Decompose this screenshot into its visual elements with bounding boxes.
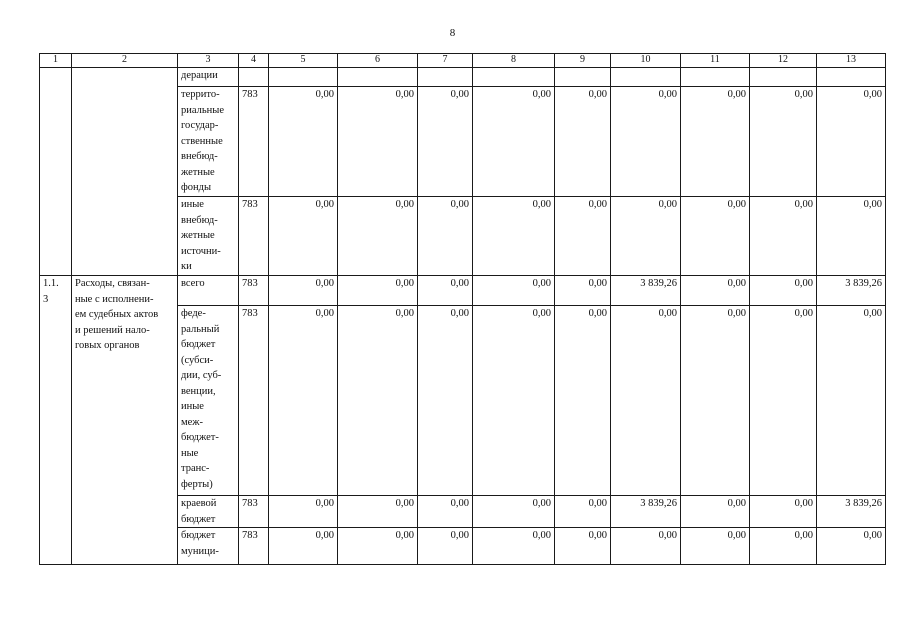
- amount-col-10: 0,00: [611, 197, 681, 276]
- amount-col-5: 0,00: [269, 197, 338, 276]
- funding-source: террито- риальные государ- ственные внебюд- жетные фонды: [178, 87, 239, 197]
- table-row: [40, 68, 886, 87]
- amount-col-6: 0,00: [338, 528, 418, 565]
- amount-col-13: 3 839,26: [817, 276, 886, 306]
- amount-col-11: 0,00: [681, 197, 750, 276]
- amount-col-12: 0,00: [750, 197, 817, 276]
- budget-table: [39, 53, 886, 565]
- amount-col-7: 0,00: [418, 528, 473, 565]
- budget-code: [239, 68, 269, 87]
- column-number-3: 3: [178, 54, 239, 68]
- funding-source: иные внебюд- жетные источни- ки: [178, 197, 239, 276]
- amount-col-13: 0,00: [817, 87, 886, 197]
- column-number-5: 5: [269, 54, 338, 68]
- amount-col-7: 0,00: [418, 496, 473, 528]
- amount-col-11: 0,00: [681, 276, 750, 306]
- funding-source: всего: [178, 276, 239, 306]
- amount-col-12: 0,00: [750, 496, 817, 528]
- column-number-7: 7: [418, 54, 473, 68]
- funding-source: бюджет муници-: [178, 528, 239, 565]
- amount-col-13: 0,00: [817, 528, 886, 565]
- table-row: [40, 276, 886, 306]
- column-number-row: [40, 54, 886, 68]
- amount-col-10: 3 839,26: [611, 276, 681, 306]
- amount-col-7: 0,00: [418, 197, 473, 276]
- amount-col-6: 0,00: [338, 87, 418, 197]
- column-number-2: 2: [72, 54, 178, 68]
- amount-col-7: [418, 68, 473, 87]
- amount-col-10: 0,00: [611, 306, 681, 496]
- funding-source: дерации: [178, 68, 239, 87]
- amount-col-13: 3 839,26: [817, 496, 886, 528]
- amount-col-6: 0,00: [338, 306, 418, 496]
- budget-code: 783: [239, 197, 269, 276]
- table-body: [40, 54, 886, 565]
- amount-col-11: 0,00: [681, 528, 750, 565]
- column-number-8: 8: [473, 54, 555, 68]
- amount-col-11: 0,00: [681, 496, 750, 528]
- amount-col-8: 0,00: [473, 496, 555, 528]
- amount-col-5: 0,00: [269, 306, 338, 496]
- amount-col-11: [681, 68, 750, 87]
- amount-col-12: [750, 68, 817, 87]
- row-title-cell: [72, 68, 178, 276]
- amount-col-10: 0,00: [611, 87, 681, 197]
- amount-col-6: 0,00: [338, 496, 418, 528]
- column-number-4: 4: [239, 54, 269, 68]
- amount-col-9: 0,00: [555, 528, 611, 565]
- amount-col-5: 0,00: [269, 528, 338, 565]
- amount-col-12: 0,00: [750, 306, 817, 496]
- amount-col-7: 0,00: [418, 276, 473, 306]
- column-number-10: 10: [611, 54, 681, 68]
- column-number-6: 6: [338, 54, 418, 68]
- amount-col-11: 0,00: [681, 306, 750, 496]
- amount-col-8: 0,00: [473, 306, 555, 496]
- amount-col-9: 0,00: [555, 87, 611, 197]
- amount-col-9: [555, 68, 611, 87]
- amount-col-12: 0,00: [750, 528, 817, 565]
- amount-col-13: [817, 68, 886, 87]
- amount-col-13: 0,00: [817, 306, 886, 496]
- amount-col-5: 0,00: [269, 276, 338, 306]
- amount-col-7: 0,00: [418, 87, 473, 197]
- amount-col-6: [338, 68, 418, 87]
- amount-col-8: 0,00: [473, 87, 555, 197]
- amount-col-7: 0,00: [418, 306, 473, 496]
- amount-col-8: [473, 68, 555, 87]
- column-number-12: 12: [750, 54, 817, 68]
- page-number: 8: [449, 27, 456, 39]
- amount-col-9: 0,00: [555, 496, 611, 528]
- amount-col-10: 3 839,26: [611, 496, 681, 528]
- amount-col-12: 0,00: [750, 276, 817, 306]
- funding-source: краевой бюджет: [178, 496, 239, 528]
- amount-col-11: 0,00: [681, 87, 750, 197]
- budget-code: 783: [239, 276, 269, 306]
- column-number-13: 13: [817, 54, 886, 68]
- funding-source: феде- ральный бюджет (субси- дии, суб- венции, иные меж- бюджет- ные транс- ферты): [178, 306, 239, 496]
- amount-col-5: [269, 68, 338, 87]
- amount-col-9: 0,00: [555, 197, 611, 276]
- amount-col-13: 0,00: [817, 197, 886, 276]
- amount-col-8: 0,00: [473, 276, 555, 306]
- amount-col-8: 0,00: [473, 197, 555, 276]
- amount-col-9: 0,00: [555, 276, 611, 306]
- amount-col-5: 0,00: [269, 496, 338, 528]
- amount-col-8: 0,00: [473, 528, 555, 565]
- amount-col-6: 0,00: [338, 276, 418, 306]
- row-number-cell: [40, 68, 72, 276]
- budget-code: 783: [239, 496, 269, 528]
- budget-code: 783: [239, 87, 269, 197]
- amount-col-9: 0,00: [555, 306, 611, 496]
- budget-code: 783: [239, 306, 269, 496]
- amount-col-6: 0,00: [338, 197, 418, 276]
- section-number: 1.1. 3: [40, 276, 72, 565]
- amount-col-5: 0,00: [269, 87, 338, 197]
- amount-col-10: [611, 68, 681, 87]
- column-number-1: 1: [40, 54, 72, 68]
- amount-col-12: 0,00: [750, 87, 817, 197]
- budget-code: 783: [239, 528, 269, 565]
- amount-col-10: 0,00: [611, 528, 681, 565]
- section-title: Расходы, связан- ные с исполнени- ем судебных актов и решений нало- говых органов: [72, 276, 178, 565]
- column-number-9: 9: [555, 54, 611, 68]
- column-number-11: 11: [681, 54, 750, 68]
